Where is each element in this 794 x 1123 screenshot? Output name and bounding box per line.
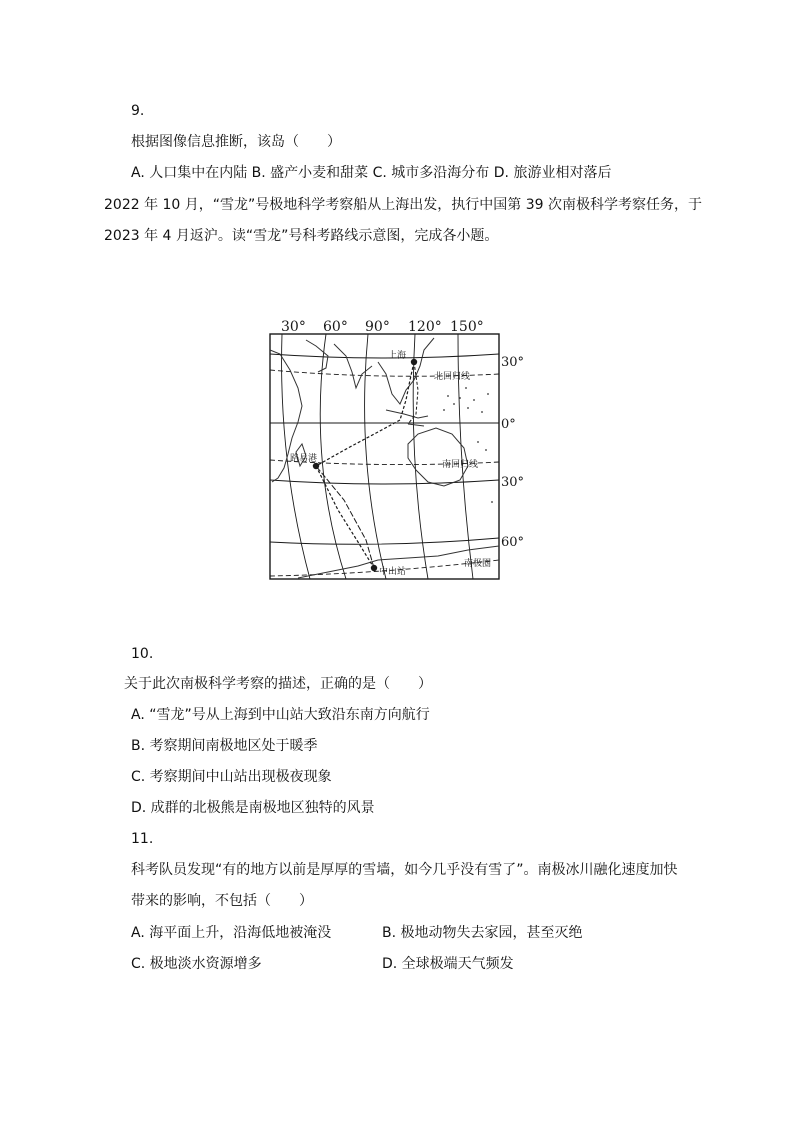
coast-indonesia xyxy=(386,410,428,426)
label-shanghai: 上海 xyxy=(388,351,407,361)
lat-line-60s xyxy=(270,538,499,544)
lon-label-120: 120° xyxy=(408,319,442,335)
q11-option-b: B. 极地动物失去家园，甚至灭绝 xyxy=(382,925,583,941)
lon-label-150: 150° xyxy=(450,319,484,335)
meridian-120 xyxy=(413,334,428,579)
coast-australia xyxy=(408,428,468,486)
point-zhongshan xyxy=(371,565,377,571)
point-shanghai xyxy=(411,359,417,365)
route-to-port-louis xyxy=(316,420,400,466)
q10-number: 10. xyxy=(131,646,154,662)
lat-label-60s: 60° xyxy=(501,535,525,550)
intro-line-2: 2023 年 4 月返沪。读“雪龙”号科考路线示意图，完成各小题。 xyxy=(104,228,499,244)
q10-option-c: C. 考察期间中山站出现极夜现象 xyxy=(131,769,332,785)
q9-stem: 根据图像信息推断，该岛（ ） xyxy=(131,134,341,150)
lat-line-30s xyxy=(270,480,499,484)
q9-number: 9. xyxy=(131,103,145,119)
route-map xyxy=(268,310,525,585)
label-antarctic-circle: 南极圈 xyxy=(464,559,492,569)
q11-options-row-2 xyxy=(131,954,671,974)
q10-option-a: A. “雪龙”号从上海到中山站大致沿东南方向航行 xyxy=(131,707,430,723)
q10-option-d: D. 成群的北极熊是南极地区独特的风景 xyxy=(131,800,375,816)
lon-label-30: 30° xyxy=(281,319,306,335)
q11-option-a: A. 海平面上升，沿海低地被淹没 xyxy=(131,925,332,941)
q10-option-b: B. 考察期间南极地区处于暖季 xyxy=(131,738,318,754)
label-port-louis: 路易港 xyxy=(290,454,318,464)
q11-options-row-1 xyxy=(131,923,671,943)
lat-label-0: 0° xyxy=(501,417,516,432)
q11-option-d: D. 全球极端天气频发 xyxy=(382,956,514,972)
q11-option-c: C. 极地淡水资源增多 xyxy=(131,956,262,972)
coast-se-asia xyxy=(378,338,434,404)
label-zhongshan: 中山站 xyxy=(379,567,407,577)
lat-label-30s: 30° xyxy=(501,475,525,490)
lon-label-90: 90° xyxy=(365,319,390,335)
pacific-islands xyxy=(443,387,493,503)
lon-label-60: 60° xyxy=(323,319,348,335)
label-tropic-capricorn: 南回归线 xyxy=(442,460,479,470)
q11-stem-line-1: 科考队员发现“有的地方以前是厚厚的雪墙，如今几乎没有雪了”。南极冰川融化速度加快 xyxy=(131,862,678,878)
lat-line-30n xyxy=(270,354,499,358)
q9-options: A. 人口集中在内陆 B. 盛产小麦和甜菜 C. 城市多沿海分布 D. 旅游业相对落后 xyxy=(131,165,612,181)
q11-number: 11. xyxy=(131,831,154,847)
lat-label-30n: 30° xyxy=(501,355,525,370)
route-shanghai-south xyxy=(400,362,414,420)
q10-stem: 关于此次南极科学考察的描述，正确的是（ ） xyxy=(124,676,432,692)
meridian-90 xyxy=(365,334,386,579)
intro-line-1: 2022 年 10 月，“雪龙”号极地科学考察船从上海出发，执行中国第 39 次南极科学考察任务，于 xyxy=(104,197,703,213)
label-tropic-cancer: 北回归线 xyxy=(434,372,471,382)
q11-stem-line-2: 带来的影响，不包括（ ） xyxy=(131,893,313,909)
